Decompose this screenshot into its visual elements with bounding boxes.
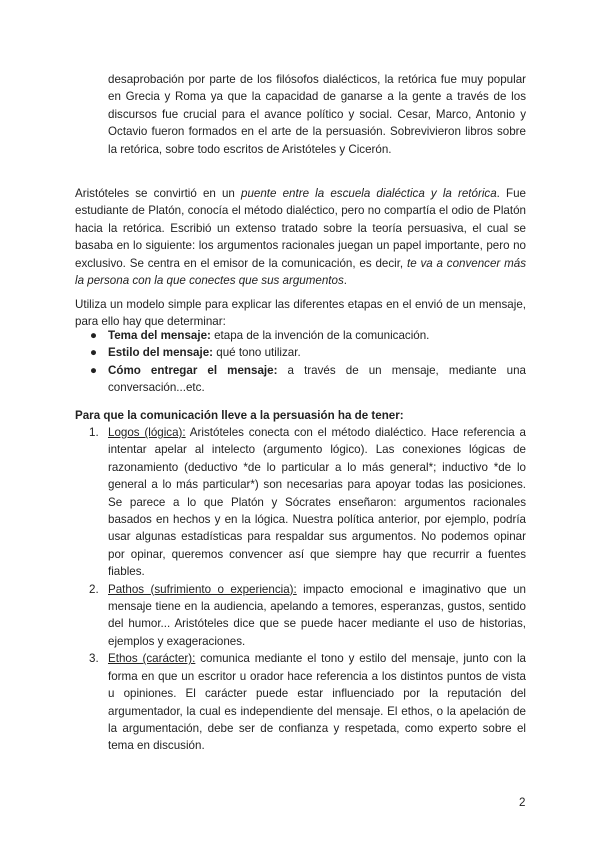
aristoteles-italic-2: te va a convencer más la persona con la que conectes que sus argumentos xyxy=(75,256,527,288)
item-text: comunica mediante el tono y estilo del mensaje, junto con la forma en que un escritor u orador hace referencia a los distintos puntos de vista u opiniones. El carácter puede estar influenciado por la reputación del argumentador, la cual es independiente del mensaje. El ethos, o la apelación de la argumentación, debe ser de confianza y respetada, como experto sobre el tema en discusión. xyxy=(108,652,526,753)
item-number: 1. xyxy=(89,426,99,439)
persuasion-heading: Para que la comunicación lleve a la persuasión ha de tener: xyxy=(75,409,404,422)
item-number: 2. xyxy=(89,582,99,596)
aristoteles-text-2: . Fue estudiante de Platón, conocía el método dialéctico, pero no compartía el odio de Platón hacia la retórica. Escribió un extenso tratado sobre la teoría persuasiva, el cual se basaba en lo siguiente: los argumentos racionales juegan un papel importante, pero no exclusivo. Se centra en el emisor de la comunicación, es decir, xyxy=(75,187,526,270)
intro-paragraph: desaprobación por parte de los filósofos dialécticos, la retórica fue muy popular en Grecia y Roma ya que la capacidad de ganarse a la gente a través de los discursos fue crucial para el avance político y social. Cesar, Marco, Antonio y Octavio fueron formados en el arte de la persuasión. Sobrevivieron libros sobre la retórica, sobre todo escritos de Aristóteles y Cicerón. xyxy=(108,73,526,156)
aristoteles-italic-1: puente entre la escuela dialéctica y la retórica xyxy=(241,187,497,200)
numbered-item-pathos xyxy=(75,581,526,651)
numbered-item-ethos xyxy=(75,650,526,754)
bullet-label: Estilo del mensaje: xyxy=(108,346,214,360)
modelo-bullet-list xyxy=(75,327,526,397)
bullet-label: Tema del mensaje: xyxy=(108,329,211,342)
bullet-item-tema xyxy=(75,327,526,344)
item-label: Logos (lógica): xyxy=(108,426,186,439)
item-text: Aristóteles conecta con el método dialéctico. Hace referencia a intentar apelar al intelecto (argumento lógico). Las conexiones lógicas de razonamiento (deductivo *de lo particular a lo más general*; inductivo *de lo general a lo más particular*) son necesarias para apoyar todas las posiciones. Se parece a lo que Platón y Sócrates enseñaron: argumentos racionales basados en hechos y en la lógica. Nuestra política anterior, por ejemplo, podría usar algunas estadísticas para respaldar sus argumentos. No podemos opinar por opinar, queremos convencer así que siempre hay que recurrir a fuentes fiables. xyxy=(108,426,527,579)
bullet-icon: ● xyxy=(90,329,98,342)
page-number: 2 xyxy=(519,796,526,809)
aristoteles-text-3: . xyxy=(343,274,347,288)
modelo-paragraph: Utiliza un modelo simple para explicar las diferentes etapas en el envió de un mensaje, para ello hay que determinar: xyxy=(75,298,526,329)
bullet-text: qué tono utilizar. xyxy=(213,346,301,360)
numbered-item-logos xyxy=(75,424,526,581)
item-text: impacto emocional e imaginativo que un mensaje tiene en la audiencia, apelando a temores, esperanzas, gustos, sentido del humor... Aristóteles dice que se puede hacer mediante el uso de historias, ejemplos y exageraciones. xyxy=(108,582,526,648)
bullet-item-entregar xyxy=(75,362,526,397)
bullet-text: a través de un mensaje, mediante una conversación...etc. xyxy=(108,363,526,395)
bullet-icon: ● xyxy=(90,346,98,360)
persuasion-numbered-list xyxy=(75,424,526,755)
bullet-text: etapa de la invención de la comunicación. xyxy=(210,329,430,342)
bullet-icon: ● xyxy=(90,363,98,377)
aristoteles-paragraph xyxy=(75,185,526,289)
bullet-item-estilo xyxy=(75,344,526,361)
bullet-label: Cómo entregar el mensaje: xyxy=(108,363,278,377)
aristoteles-text-1: Aristóteles se convirtió en un xyxy=(75,187,242,200)
item-number: 3. xyxy=(89,652,99,666)
item-label: Pathos (sufrimiento o experiencia): xyxy=(108,582,297,596)
item-label: Ethos (carácter): xyxy=(108,652,196,666)
